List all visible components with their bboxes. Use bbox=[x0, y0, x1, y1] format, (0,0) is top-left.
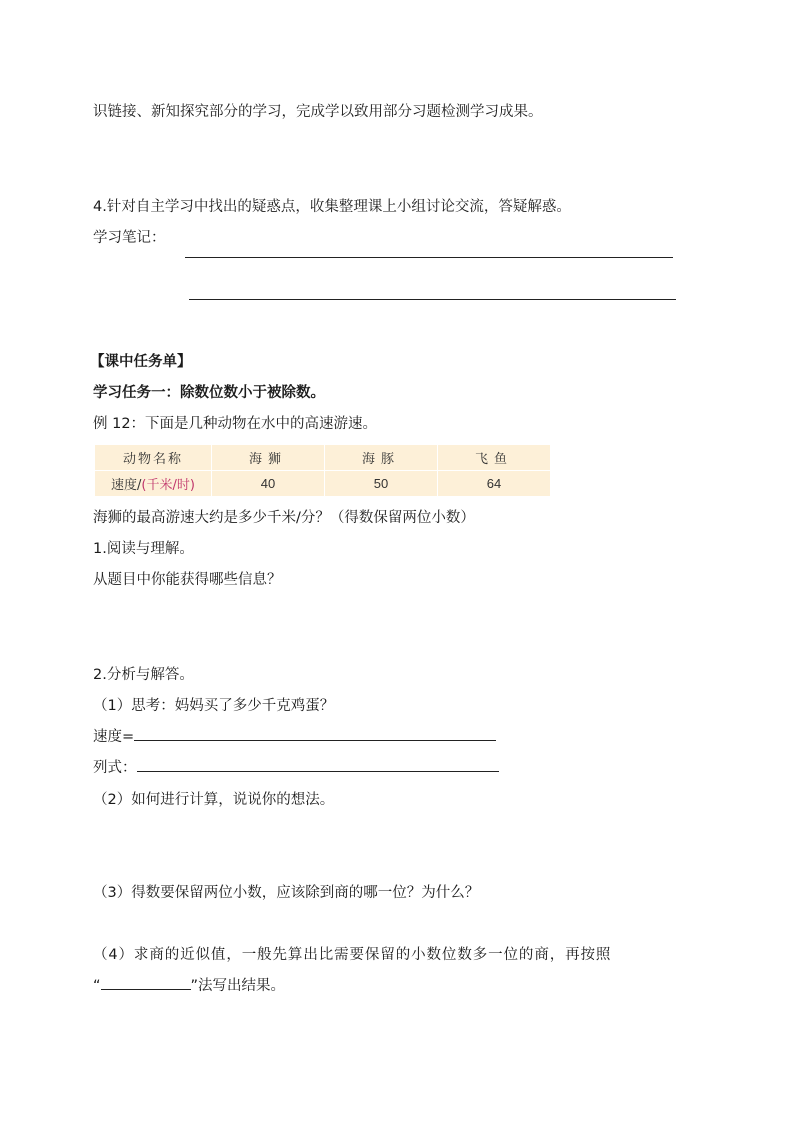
q4-close-text: ”法写出结果。 bbox=[190, 978, 286, 994]
header-sea-lion: 海狮 bbox=[212, 445, 325, 471]
q4-open-quote: “ bbox=[93, 978, 101, 994]
header-flying-fish: 飞鱼 bbox=[438, 445, 551, 471]
notes-line-2[interactable] bbox=[189, 299, 676, 300]
speed-answer-blank[interactable] bbox=[134, 740, 496, 741]
header-dolphin: 海豚 bbox=[325, 445, 438, 471]
row-label-speed bbox=[95, 471, 212, 497]
task1-heading: 学习任务一：除数位数小于被除数。 bbox=[93, 385, 325, 401]
speed-unit: (千米/时) bbox=[141, 478, 195, 493]
example-title: 例 12：下面是几种动物在水中的高速游速。 bbox=[93, 416, 378, 432]
speed-prefix: 速度/ bbox=[111, 478, 142, 493]
question-4-line2 bbox=[93, 976, 285, 996]
dolphin-speed: 50 bbox=[325, 471, 438, 497]
header-animal-name: 动物名称 bbox=[95, 445, 212, 471]
formula-answer-blank[interactable] bbox=[137, 771, 499, 772]
intro-line: 识链接、新知探究部分的学习，完成学以致用部分习题检测学习成果。 bbox=[93, 104, 543, 120]
question-1: （1）思考：妈妈买了多少千克鸡蛋？ bbox=[93, 698, 335, 714]
formula-label: 列式： bbox=[93, 760, 137, 776]
flying-fish-speed: 64 bbox=[438, 471, 551, 497]
question-2: （2）如何进行计算，说说你的想法。 bbox=[93, 792, 335, 808]
question-3: （3）得数要保留两位小数，应该除到商的哪一位？为什么？ bbox=[93, 885, 480, 901]
formula-row bbox=[93, 758, 499, 778]
speed-label: 速度= bbox=[93, 729, 135, 745]
notes-line-1[interactable] bbox=[185, 257, 673, 258]
step1-title: 1.阅读与理解。 bbox=[93, 541, 194, 557]
step2-title: 2.分析与解答。 bbox=[93, 667, 194, 683]
table-header-row bbox=[95, 445, 551, 471]
step1-question: 从题目中你能获得哪些信息？ bbox=[93, 572, 282, 588]
notes-label: 学习笔记： bbox=[93, 230, 166, 246]
speed-row bbox=[93, 727, 496, 747]
table-row-speed bbox=[95, 471, 551, 497]
question-4-line1: （4）求商的近似值，一般先算出比需要保留的小数位数多一位的商，再按照 bbox=[93, 947, 612, 963]
animal-speed-table bbox=[94, 444, 551, 497]
sea-lion-speed: 40 bbox=[212, 471, 325, 497]
method-answer-blank[interactable] bbox=[101, 989, 191, 990]
task-sheet-heading: 【课中任务单】 bbox=[90, 354, 192, 370]
main-question: 海狮的最高游速大约是多少千米/分？（得数保留两位小数） bbox=[93, 510, 475, 526]
point-4: 4.针对自主学习中找出的疑惑点，收集整理课上小组讨论交流，答疑解惑。 bbox=[93, 199, 571, 215]
